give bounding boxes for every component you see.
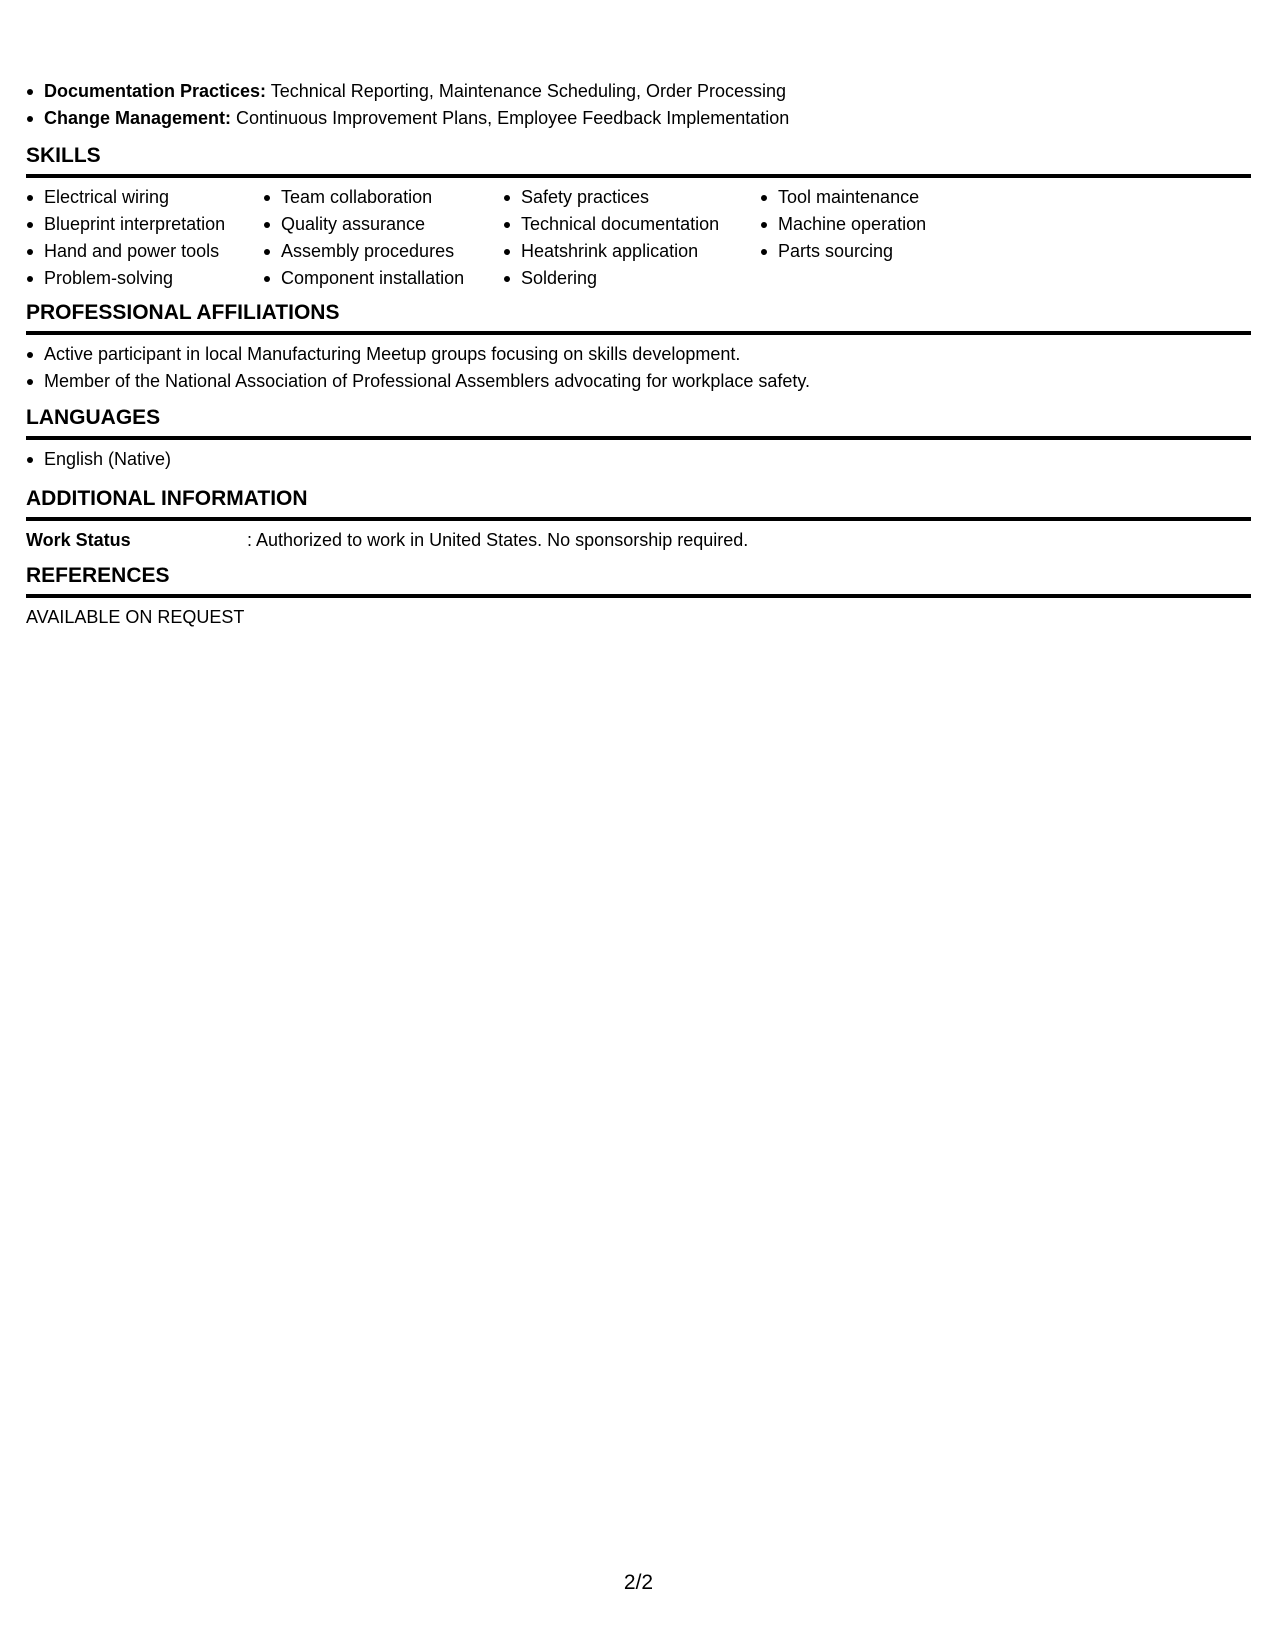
list-item: English (Native) <box>26 446 1251 473</box>
list-item-label: Documentation Practices: <box>44 81 267 101</box>
list-item-label: Change Management: <box>44 108 232 128</box>
section-title: ADDITIONAL INFORMATION <box>26 486 1251 521</box>
skill-item: Machine operation <box>760 211 960 238</box>
section-title: LANGUAGES <box>26 405 1251 440</box>
skill-item: Electrical wiring <box>26 184 245 211</box>
skills-grid <box>26 184 1251 292</box>
skill-item: Technical documentation <box>503 211 742 238</box>
skill-item: Hand and power tools <box>26 238 245 265</box>
references-text: AVAILABLE ON REQUEST <box>26 607 245 627</box>
section-title: PROFESSIONAL AFFILIATIONS <box>26 300 1251 335</box>
languages-list <box>26 446 1251 473</box>
languages-section <box>26 405 1251 473</box>
skill-item: Component installation <box>263 265 485 292</box>
skill-item: Assembly procedures <box>263 238 485 265</box>
skills-column <box>26 184 245 292</box>
competencies-list <box>26 78 789 132</box>
skill-item: Problem-solving <box>26 265 245 292</box>
resume-page <box>26 0 1251 1650</box>
skills-column <box>760 184 960 292</box>
page-number: 2/2 <box>623 1571 654 1594</box>
skill-item: Safety practices <box>503 184 742 211</box>
skills-column <box>263 184 485 292</box>
references-section <box>26 563 1251 630</box>
list-item <box>26 78 789 105</box>
additional-info-section <box>26 486 1251 553</box>
list-item-text: Continuous Improvement Plans, Employee Feedback Implementation <box>231 108 790 128</box>
affiliations-list <box>26 341 1251 395</box>
skill-item: Heatshrink application <box>503 238 742 265</box>
skills-section <box>26 143 1251 292</box>
list-item-text: Technical Reporting, Maintenance Scheduling, Order Processing <box>266 81 787 101</box>
skill-item: Blueprint interpretation <box>26 211 245 238</box>
skill-item: Team collaboration <box>263 184 485 211</box>
skill-item: Soldering <box>503 265 742 292</box>
section-title: SKILLS <box>26 143 1251 178</box>
section-title: REFERENCES <box>26 563 1251 598</box>
skill-item: Tool maintenance <box>760 184 960 211</box>
skill-item: Quality assurance <box>263 211 485 238</box>
affiliations-section <box>26 300 1251 395</box>
info-row <box>26 527 1251 553</box>
list-item: Active participant in local Manufacturing Meetup groups focusing on skills development. <box>26 341 1251 368</box>
skill-item: Parts sourcing <box>760 238 960 265</box>
list-item <box>26 105 789 132</box>
info-value: : Authorized to work in United States. No sponsorship required. <box>247 530 749 550</box>
list-item: Member of the National Association of Professional Assemblers advocating for workplace safety. <box>26 368 1251 395</box>
skills-column <box>503 184 742 292</box>
info-label: Work Status <box>26 530 131 550</box>
